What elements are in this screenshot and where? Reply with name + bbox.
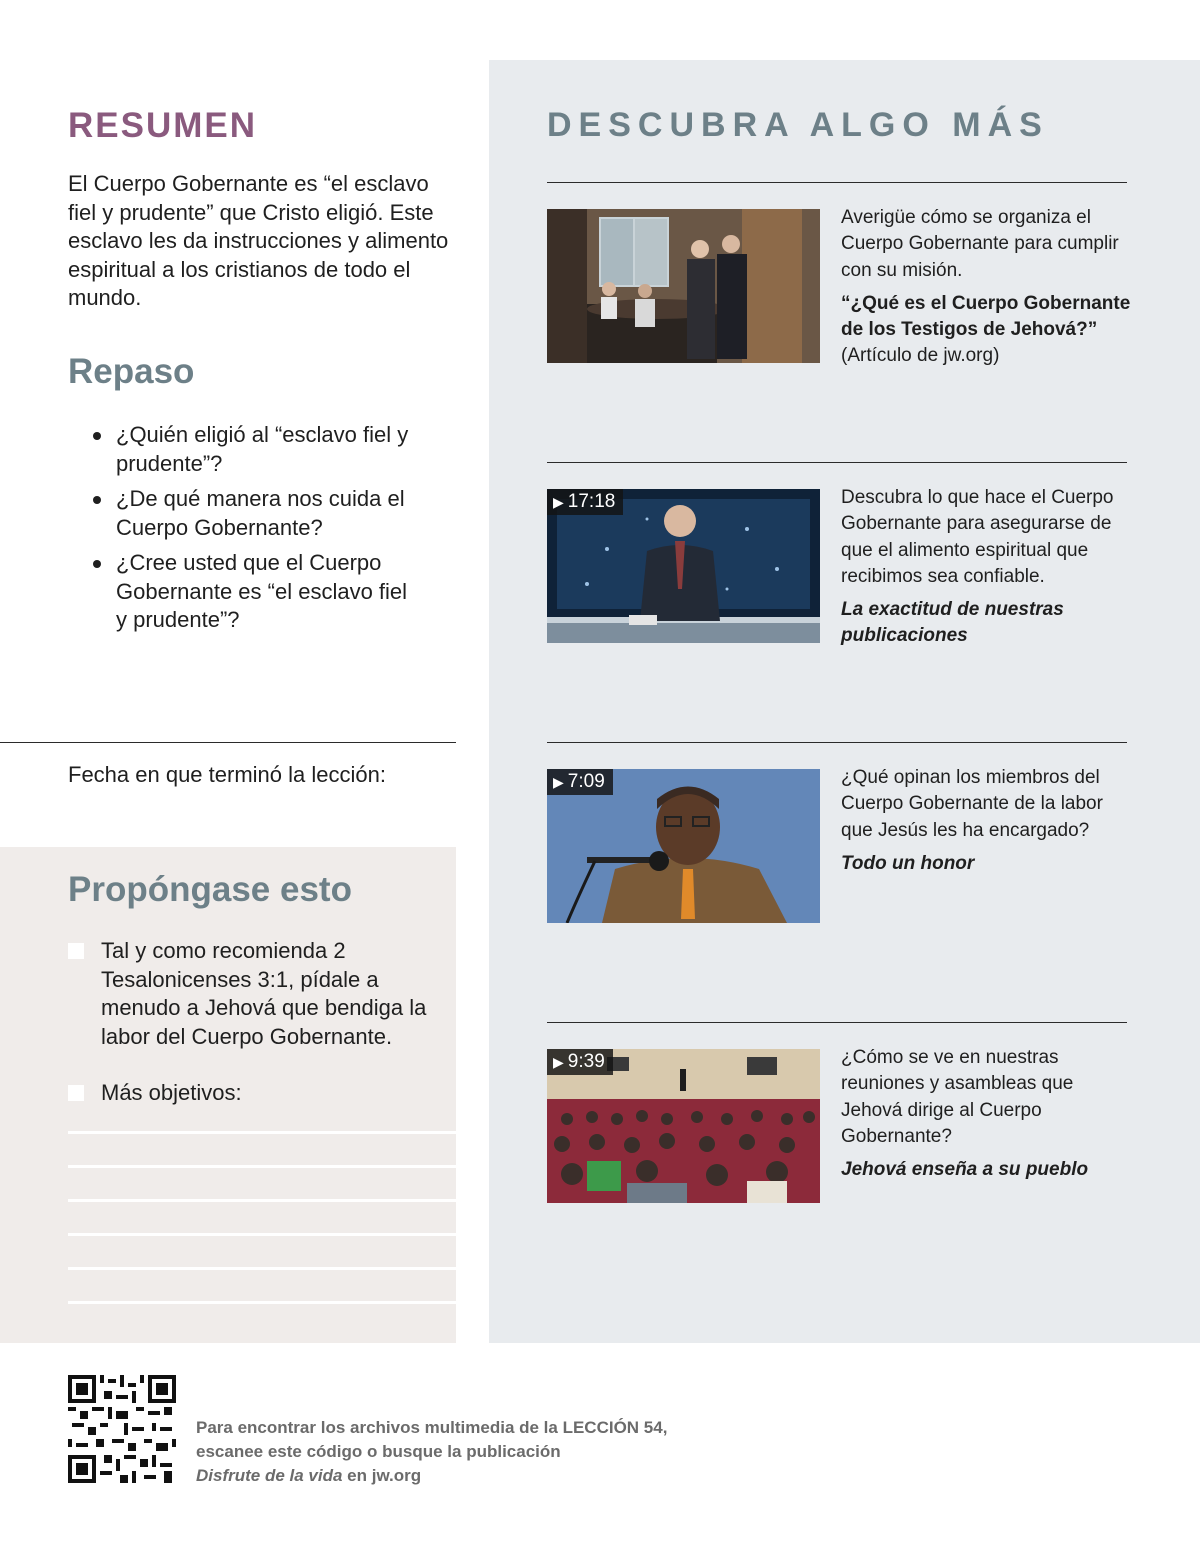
- video-thumbnail[interactable]: [547, 1049, 820, 1203]
- item-divider: [547, 182, 1127, 183]
- video-duration: [547, 769, 613, 795]
- video-duration-text: 9:39: [567, 1051, 605, 1072]
- qr-code-icon: [68, 1375, 176, 1483]
- writing-line: [68, 1131, 456, 1165]
- completion-date-label: Fecha en que terminó la lección:: [68, 762, 386, 787]
- item-reference-note: (Artículo de jw.org): [841, 345, 1000, 367]
- goal-text: Tal y como recomienda 2 Tesalonicenses 3:1, pídale a menudo a Jehová que bendiga la labor del Cuerpo Gobernante.: [101, 938, 427, 1049]
- item-reference[interactable]: Jehová enseña a su pueblo: [841, 1159, 1089, 1181]
- writing-line: [68, 1301, 456, 1335]
- goal-item: [68, 1079, 438, 1108]
- review-question: [90, 549, 420, 635]
- video-duration: [547, 489, 623, 515]
- item-description: ¿Cómo se ve en nuestras reuniones y asambleas que Jehová dirige al Cuerpo Gobernante?: [841, 1047, 1074, 1147]
- publication-title: Disfrute de la vida: [196, 1466, 343, 1485]
- bullet-icon: [93, 560, 101, 568]
- item-reference[interactable]: Todo un honor: [841, 852, 975, 874]
- item-reference-title[interactable]: “¿Qué es el Cuerpo Gobernante de los Testigos de Jehová?”: [841, 292, 1131, 341]
- review-title: Repaso: [68, 352, 195, 391]
- summary-text: El Cuerpo Gobernante es “el esclavo fiel y prudente” que Cristo eligió. Este esclavo les da instrucciones y alimento espiritual a los cristianos de todo el mundo.: [68, 171, 449, 310]
- play-icon: ▶: [553, 1054, 564, 1070]
- item-description: Descubra lo que hace el Cuerpo Gobernante para asegurarse de que el alimento espiritual que recibimos sea confiable.: [841, 487, 1114, 587]
- discover-title: DESCUBRA ALGO MÁS: [547, 106, 1049, 144]
- item-description: ¿Qué opinan los miembros del Cuerpo Gobernante de la labor que Jesús les ha encargado?: [841, 767, 1103, 841]
- writing-line: [68, 1165, 456, 1199]
- writing-line: [68, 1267, 456, 1301]
- summary-title: RESUMEN: [68, 106, 258, 145]
- video-duration-text: 17:18: [567, 491, 616, 512]
- play-icon: ▶: [553, 494, 564, 510]
- footer-site[interactable]: en jw.org: [342, 1466, 422, 1485]
- bullet-icon: [93, 432, 101, 440]
- item-divider: [547, 462, 1127, 463]
- writing-line: [68, 1233, 456, 1267]
- goal-checkbox[interactable]: [68, 943, 84, 959]
- review-question-text: ¿Quién eligió al “esclavo fiel y prudente”?: [116, 422, 409, 476]
- item-text: [841, 765, 1131, 877]
- video-duration-text: 7:09: [567, 771, 605, 792]
- goal-item: [68, 937, 438, 1051]
- review-question: [90, 421, 420, 478]
- meeting-room-photo: [547, 209, 820, 363]
- item-divider: [547, 742, 1127, 743]
- review-question: [90, 485, 420, 542]
- bullet-icon: [93, 496, 101, 504]
- article-thumbnail[interactable]: [547, 209, 820, 363]
- review-question-text: ¿De qué manera nos cuida el Cuerpo Gobernante?: [116, 486, 405, 540]
- qr-code[interactable]: [68, 1375, 176, 1483]
- footer-line-2: escanee este código o busque la publicación: [196, 1442, 561, 1461]
- review-questions: [90, 421, 420, 642]
- item-divider: [547, 1022, 1127, 1023]
- footer-line-3: [196, 1464, 667, 1488]
- video-thumbnail[interactable]: [547, 769, 820, 923]
- goal-text: Más objetivos:: [101, 1080, 242, 1105]
- video-duration: [547, 1049, 613, 1075]
- footer-line-1: Para encontrar los archivos multimedia de la LECCIÓN 54,: [196, 1418, 668, 1437]
- item-reference[interactable]: [841, 291, 1131, 370]
- video-thumbnail[interactable]: [547, 489, 820, 643]
- completion-divider: [0, 742, 456, 743]
- writing-line: [68, 1199, 456, 1233]
- item-text: [841, 205, 1131, 370]
- review-question-text: ¿Cree usted que el Cuerpo Gobernante es “el esclavo fiel y prudente”?: [116, 550, 408, 632]
- play-icon: ▶: [553, 774, 564, 790]
- item-reference[interactable]: La exactitud de nuestras publicaciones: [841, 599, 1064, 647]
- item-description: Averigüe cómo se organiza el Cuerpo Gobernante para cumplir con su misión.: [841, 207, 1119, 281]
- item-text: [841, 1045, 1131, 1183]
- goal-writing-lines: [68, 1131, 456, 1335]
- item-text: [841, 485, 1131, 650]
- footer-note: [196, 1416, 667, 1488]
- goals-title: Propóngase esto: [68, 870, 352, 909]
- goal-checkbox[interactable]: [68, 1085, 84, 1101]
